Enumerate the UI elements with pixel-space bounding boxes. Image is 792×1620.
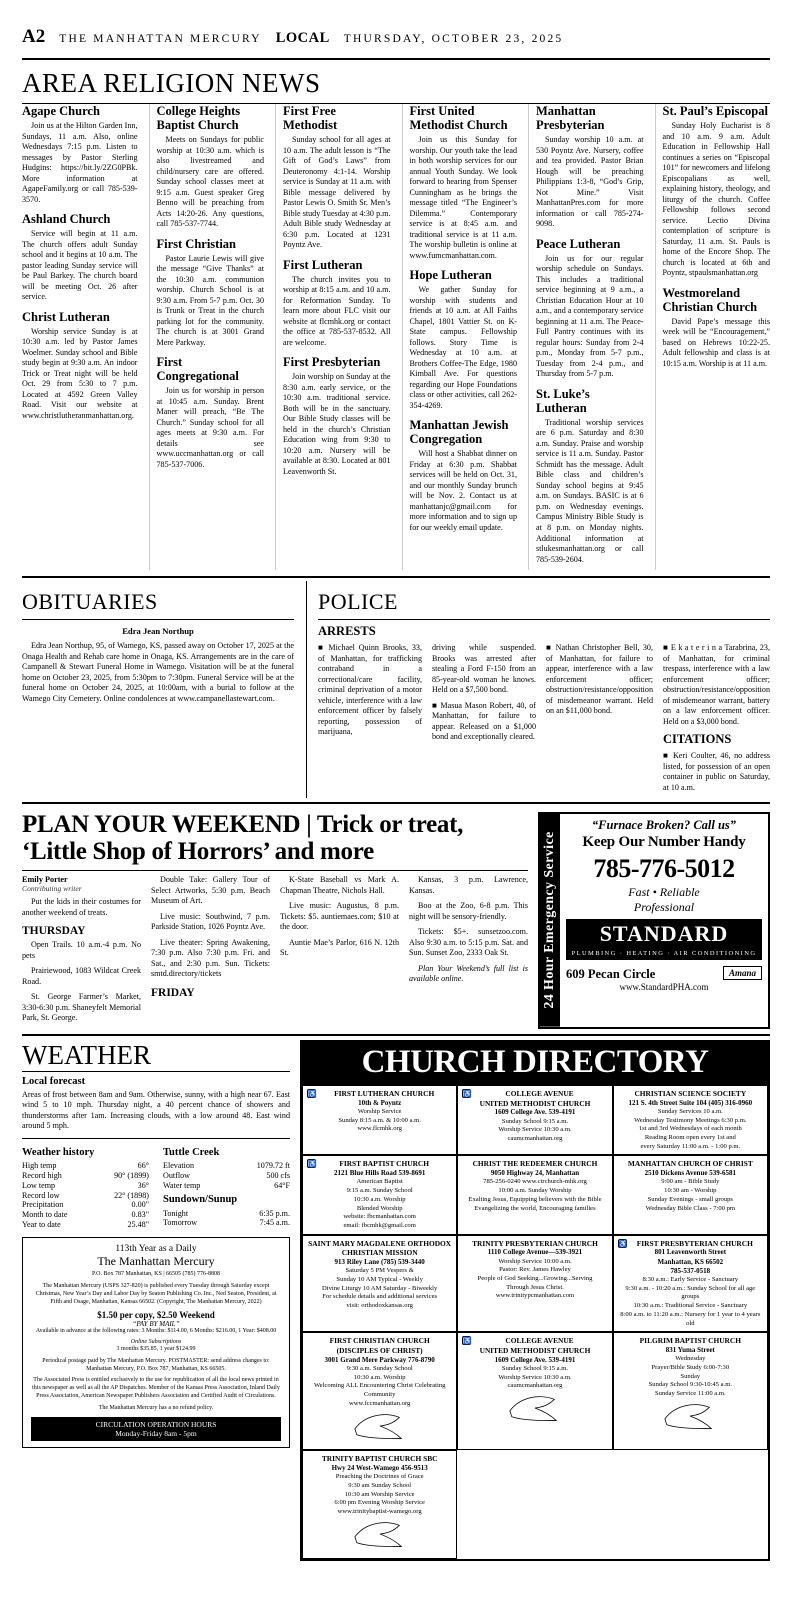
religion-entry-text: Join us for our regular worship schedule on Sundays. This includes a traditional service beginning at 9 a.m., a Christian Education Hour at 10 a.m., and a contemporary service beginning at 11 a.m. The Peace-Full Pantry continues with its regular hours: Sunday from 2-4 p.m., Monday from 5-7 p.m., Tuesday from 2-4 p.m., and Thursday from 5-7 p.m. [536, 253, 644, 379]
colophon-address: P.O. Box 787 Manhattan, KS | 66505 (785) 776-8808 [91, 1271, 221, 1278]
weekend-byline: Emily Porter [22, 875, 68, 885]
church-listing[interactable] [613, 1085, 768, 1156]
religion-column [655, 104, 771, 570]
religion-entry-text: Will host a Shabbat dinner on Friday at 6:30 p.m. Shabbat services will be held on Oct. 31, and our monthly Sunday brunch will be Nov. 2. Contact us at manhattanjc@gmail.com for more information and to sign up for our weekly email update. [409, 449, 517, 532]
weekend-headline: PLAN YOUR WEEKEND | Trick or treat, ‘Little Shop of Horrors’ and more [22, 811, 464, 865]
church-directory [300, 1040, 770, 1561]
church-listing-address: Hwy 24 West-Wamego 456-9513 [331, 1464, 428, 1473]
colophon-refund: The Manhattan Mercury has a no refund policy. [98, 1404, 214, 1411]
weekend-column [409, 875, 528, 1029]
wheelchair-access-icon: ♿ [308, 1160, 317, 1169]
weekend-event: K-State Baseball vs Mark A. Chapman Theatre, Nichols Hall. [280, 875, 399, 895]
church-listing-details: Sunday School 9:15 a.m. Worship Service 10:30 a.m. caumcmanhattan.org [498, 1117, 572, 1143]
church-listing-name: COLLEGE AVENUE UNITED METHODIST CHURCH [479, 1336, 591, 1356]
weekend-column [151, 875, 270, 1029]
church-listing-name: FIRST BAPTIST CHURCH [339, 1159, 429, 1169]
weekend-event: Kansas, 3 p.m. Lawrence, Kansas. [409, 875, 528, 895]
colophon-online-rates: 3 months $35.85, 1 year $124.99 [116, 1346, 196, 1353]
religion-column [402, 104, 518, 570]
weekend-event: Prairiewood, 1083 Wildcat Creek Road. [22, 966, 141, 986]
weather-history-label: High temp [22, 1161, 57, 1171]
church-listing-address: 2121 Blue Hills Road 539-8691 [333, 1169, 426, 1178]
dove-icon [506, 1391, 564, 1425]
weather-history-label: Precipitation [22, 1200, 64, 1210]
issue-date: THURSDAY, OCTOBER 23, 2025 [343, 33, 564, 45]
weekend-lead: Put the kids in their costumes for another weekend of treats. [22, 897, 141, 917]
ad-keep-line: Keep Our Number Handy [582, 834, 746, 851]
church-listing-details: Sunday Services 10 a.m. Wednesday Testimony Meetings 6:30 p.m. 1st and 3rd Wednesdays of each month Reading Room open every 1st and every Saturday 11:00 a.m. - 1:00 p.m. [634, 1107, 747, 1150]
ad-partner-logo: Amana [723, 966, 762, 980]
church-listing-address: 10th & Poyntz [358, 1098, 402, 1107]
tuttle-creek-row [163, 1181, 290, 1191]
weather-history-value: 90° (1899) [114, 1171, 149, 1181]
tuttle-creek-label: Water temp [163, 1180, 201, 1190]
tuttle-creek-table [163, 1161, 290, 1190]
weekend-event: Double Take: Gallery Tour of Select Artworks, 5:30 p.m. Beach Museum of Art. [151, 875, 270, 906]
church-listing[interactable] [613, 1155, 768, 1234]
arrests-heading: ARRESTS [318, 624, 376, 639]
weekend-byline-role: Contributing writer [22, 884, 82, 894]
church-listing-name: FIRST PRESBYTERIAN CHURCH [636, 1238, 753, 1248]
police-arrest-item: ■ Masua Mason Robert, 40, of Manhattan, for failure to appear. Released on a $1,000 bond and exceptionally cleared. [432, 700, 536, 742]
sundown-label: Tomorrow [163, 1218, 198, 1228]
wheelchair-access-icon: ♿ [463, 1089, 473, 1098]
religion-entry-name: Agape Church [22, 104, 100, 118]
police-arrest-continued: driving while suspended. Brooks was arrested after stealing a Ford F-150 from an 85-year-old woman he knows. Held on a $7,500 bond. [432, 643, 536, 695]
church-directory-title: CHURCH DIRECTORY [302, 1042, 768, 1085]
religion-entry-text: Pastor Laurie Lewis will give the message “Give Thanks” at the 10:30 a.m. communion worship. Church School is at 9:30 a.m. From 5-7 p.m. Oct. 30 is Trunk or Treat in the church parking lot for the community. The church is at 3001 Grand Mere Parkway. [156, 253, 264, 347]
ad-phone[interactable]: 785-776-5012 [593, 854, 735, 884]
church-listing-address: 3001 Grand Mere Parkway 776-8790 [324, 1355, 435, 1364]
church-listing[interactable] [302, 1085, 457, 1156]
masthead [22, 26, 770, 52]
weather-history-value: 36° [137, 1180, 149, 1190]
colophon-usps: The Manhattan Mercury (USPS 327-820) is published every Tuesday through Saturday except Christmas, New Year’s Day and Labor Day by Seaton Publishing Co. Inc., Ned Seaton, President, at Fifth and Osage, Manhattan, Kansas 66502. (Copyright, The Manhattan Mercury, 2022) [35, 1282, 277, 1305]
weather-forecast-text: Areas of frost between 8am and 9am. Otherwise, sunny, with a high near 67. East wind 5 to 10 mph. Thursday night, a 40 percent chance of showers and thunderstorms after 1am. Increasing clouds, with a low around 48. East wind around 5 mph. [22, 1089, 290, 1131]
masthead-rule [22, 58, 770, 60]
wheelchair-access-icon: ♿ [463, 1337, 473, 1346]
sundown-table [163, 1208, 290, 1228]
weather-history-label: Record high [22, 1171, 62, 1181]
tuttle-creek-row [163, 1171, 290, 1181]
tuttle-creek-value: 1079.72 ft [256, 1161, 290, 1171]
church-listing[interactable] [302, 1450, 457, 1558]
circulation-hours-title: CIRCULATION OPERATION HOURS [95, 1420, 217, 1430]
tuttle-creek-label: Elevation [163, 1161, 195, 1171]
church-listing[interactable] [613, 1235, 768, 1333]
religion-entry-name: Ashland Church [22, 212, 111, 227]
weekend-event: Auntie Mae’s Parlor, 616 N. 12th St. [280, 937, 399, 958]
church-listing-details: American Baptist 9:15 a.m. Sunday School 10:30 a.m. Worship Blended Worship website: fbcmanhattan.com email: fbcmhk@gmail.com [343, 1178, 416, 1229]
weather-history-row [22, 1181, 149, 1191]
church-listing-name: TRINITY PRESBYTERIAN CHURCH [472, 1238, 598, 1248]
church-listing-address: 1609 College Ave. 539-4191 [494, 1108, 576, 1117]
church-listing-details: Wednesday Prayer/Bible Study 6:00-7:30 Sunday Sunday School 9:30-10:45 a.m. Sunday Service 11:00 a.m. [648, 1355, 732, 1398]
weekend-event: Tickets: $5+. sunsetzoo.com. Also 9:30 a.m. to 5:15 p.m. Sat. and Sun. Sunset Zoo, 2333 Oak St. [409, 927, 528, 958]
church-listing-address: 2510 Dickens Avenue 539-6581 [644, 1169, 737, 1178]
tuttle-creek-label: Outflow [163, 1171, 190, 1181]
religion-entry-name: St. Paul’s Episcopal [662, 104, 768, 118]
colophon-online-heading: Online Subscriptions [130, 1338, 182, 1345]
police-column [318, 643, 422, 798]
ad-tagline: Fast • Reliable Professional [628, 885, 700, 915]
church-listing-details: 785-256-0240 www.ctrchurch-mhk.org 10:00 a.m. Sunday Worship Exalting Jesus, Equipping believers with the Bible Evangelizing the world, Encouraging families [468, 1178, 602, 1212]
church-listing[interactable] [457, 1332, 612, 1450]
weather-history-label: Month to date [22, 1210, 68, 1220]
church-listing-name: FIRST LUTHERAN CHURCH [334, 1088, 435, 1098]
church-listing-name: PILGRIM BAPTIST CHURCH [639, 1336, 741, 1346]
weather-history-table [22, 1161, 149, 1229]
tuttle-creek-row [163, 1161, 290, 1171]
religion-entry-text: Sunday school for all ages at 10 a.m. The adult lesson is “The Gift of God’s Laws” from Deuteronomy 4:1-14. Worship service is Sunday at 11 a.m. with Bible message delivered by Pastor Lewis O. Smith Sr. Men’s Bible study Tuesday at 4:30 p.m. Adult Bible study Wednesday at 6:30 p.m. Located at 1231 Poyntz Ave. [283, 135, 391, 250]
religion-entry-name: First Free Methodist [283, 104, 338, 132]
weather-history-value: 25.48" [127, 1220, 149, 1230]
dove-icon [351, 1409, 409, 1443]
church-listing-details: Worship Service 10:00 a.m. Pastor: Rev. James Hawley People of God Seeking...Growing...Serving Through Jesus Christ. www.trinitypcmanhattan.com [477, 1257, 593, 1300]
police-arrest-item: ■ Michael Quinn Brooks, 33, of Manhattan, for trafficking contraband in a correctional/care facility, criminal deprivation of a motor vehicle, interference with a law enforcement officer by falsely reporting, possession of marijuana, [318, 643, 422, 737]
church-listing-address: 831 Yuma Street [665, 1346, 715, 1355]
church-listing-details: 9:30 a.m. Sunday School 10:30 a.m. Worship Welcoming ALL Encountering Christ Celebrating Community www.fccmanhattan.org [313, 1365, 446, 1407]
religion-entry-text: Sunday Holy Eucharist is 8 and 10 a.m. 9 a.m. Adult Education in Fellowship Hall continues a series on “Episcopal 101” for newcomers and lifelong Episcopalians as well, explaining history, theology, and liturgy of the church. Coffee Fellowship follows second service. Lectio Divina contemplation of scripture is Saturday, 11 a.m. St. Pauls is home of the Encore Shop. The church is located at 6th and Poyntz, stpaulsmanhattan.org [662, 121, 770, 278]
religion-entry-text: David Pape’s message this week will be “Encouragement,” based on Hebrews 10:22-25. Adult fellowship and class is at 10:15 a.m. Worship is at 11 a.m. [662, 316, 770, 368]
weekend-event: Boo at the Zoo, 6-8 p.m. This night will be sensory-friendly. [409, 901, 528, 921]
circulation-hours [31, 1417, 281, 1441]
dove-icon [661, 1399, 719, 1433]
church-listing-details: 9:00 am - Bible Study 10:30 am - Worship Sunday Evenings - small groups Wednesday Bible Class - 7:00 pm [645, 1178, 736, 1212]
religion-entry-name: First Presbyterian [283, 355, 381, 370]
weather-history-value: 22° (1898) [114, 1190, 149, 1200]
weather-title: WEATHER [22, 1039, 151, 1070]
religion-entry-text: Join us at the Hilton Garden Inn, Sundays, 11 a.m. Also, online Wednesdays 7:15 p.m. Listen to messages by Pastor Sterling Hudgins: https://bit.ly/2ZG0PBk. More information at AgapeFamily.org or call 785-539-3570. [22, 121, 138, 204]
colophon [22, 1237, 290, 1448]
church-listing-details: Preaching the Doctrines of Grace 9:30 am Sunday School 10:30 am Worship Service 6:00 pm Evening Worship Service www.trinitybaptist-wamego.org [334, 1473, 425, 1516]
church-listing[interactable] [457, 1235, 612, 1333]
colophon-paybymail: “PAY BY MAIL” [132, 1320, 180, 1329]
police-arrest-item: ■ Nathan Christopher Bell, 30, of Manhattan, for failure to appear, interference with a law enforcement officer; obstruction/resistance/opposition of misdemeanor warrant. Held on an $11,000 bond. [546, 643, 654, 716]
church-listing-details: 8:30 a.m.: Early Service - Sanctuary 9:30 a.m. - 10:20 a.m.: Sunday School for all age groups 10:30 a.m.: Traditional Service - Sanctuary 8:00 a.m. to 11:20 a.m.: Nursery for 1 year to 4 years old [620, 1276, 761, 1327]
weather-history-value: 0.00" [131, 1200, 149, 1210]
church-listing-name: SAINT MARY MAGDALENE ORTHODOX CHRISTIAN MISSION [308, 1238, 452, 1258]
weather-history-label: Record low [22, 1190, 60, 1200]
weekend-event: Live music: Southwind, 7 p.m. Parkside Station, 1026 Poyntz Ave. [151, 911, 270, 932]
religion-column [149, 104, 265, 570]
weekend-event: St. George Farmer’s Market, 3:30-6:30 p.m. Shaneyfelt Memorial Park, St. George. [22, 992, 141, 1023]
church-listing-name: CHRIST THE REDEEMER CHURCH [472, 1159, 598, 1169]
weather-history-row [22, 1161, 149, 1171]
religion-entry-text: Sunday worship 10 a.m. at 530 Poyntz Ave. Nursery, coffee and tea provided. Pastor Brian Hough will be preaching Philippians 1:3-8, “God’s Grip, Not Mine.” Visit ManhattanPres.com for more information or call 785-274-9098. [536, 135, 644, 229]
weather-history-label: Year to date [22, 1220, 61, 1230]
religion-entry-text: Meets on Sundays for public worship at 10:30 a.m. which is also livestreamed and child/nursery care are offered. Sunday school classes meet at 9:15 a.m. Guest speaker Greg Benno will be preaching from Acts 14:20-26. Any questions, call 785-537-7744. [156, 135, 264, 229]
sundown-heading: Sundown/Sunup [163, 1194, 238, 1206]
sundown-value: 6:35 p.m. [259, 1208, 290, 1218]
weather-history-heading: Weather history [22, 1146, 95, 1158]
colophon-postmaster: Periodical postage paid by The Manhattan Mercury. POSTMASTER: send address changes to: Manhattan Mercury, P.O. Box 787, Manhattan, KS 66505. [42, 1357, 270, 1372]
religion-entry-name: Westmoreland Christian Church [662, 285, 758, 314]
colophon-price: $1.50 per copy, $2.50 Weekend [97, 1310, 215, 1321]
ad-brand: STANDARD [566, 919, 762, 949]
religion-entry-text: Join us this Sunday for worship. Our youth take the lead in both worship services for our annual Youth Sunday. We look forward to hearing from Spenser Cunningham as he brings the message titled “The Engineer’s Dilemma.” Contemporary service is at 8:45 a.m. and traditional service is at 11 a.m. The worship bulletin is online at www.fumcmanhattan.com. [409, 135, 517, 260]
ad-address: 609 Pecan Circle [566, 967, 656, 982]
weather-history-row [22, 1220, 149, 1230]
weather-history-row [22, 1200, 149, 1210]
religion-entry-name: First Christian [156, 236, 237, 251]
religion-entry-name: First Congregational [156, 355, 239, 384]
page-folio: A2 [22, 26, 46, 47]
police-block [306, 581, 770, 798]
colophon-rates: Available in advance at the following rates: 3 Months: $114.00, 6 Months: $216.00, 1 Year: $408.00 [35, 1328, 277, 1335]
church-listing[interactable] [302, 1155, 457, 1234]
religion-entry-text: The church invites you to worship at 8:15 a.m. and 10 a.m. for Reformation Sunday. To learn more about FLC visit our website at flcmhk.org or contact the office at 785-537-8532. All are welcome. [283, 274, 391, 347]
church-listing-address: 1609 College Ave. 539-4191 [494, 1355, 576, 1364]
religion-bottom-rule [22, 576, 770, 578]
weekend-footer-note: Plan Your Weekend’s full list is available online. [409, 963, 528, 984]
weather-forecast-heading: Local forecast [22, 1075, 86, 1087]
obituary-text: Edra Jean Northup, 95, of Wamego, KS, passed away on October 17, 2025 at the Onaga Health and Rehab care home in Onaga, KS. Arrangements are in the care of Campanell & Stewart Funeral Home in Wamego. Visitation will be at the funeral home on October 23, 2025, from 5:30pm to 7:30pm. Funeral Service will be at the funeral home on October 24, 2025, at 10:00am, with a burial to follow at the Wamego City Cemetery. Online condolences at www.campanellastewart.com. [22, 641, 294, 703]
standard-plumbing-ad[interactable] [538, 812, 770, 1029]
wheelchair-access-icon: ♿ [618, 1239, 628, 1248]
church-listing[interactable] [457, 1085, 612, 1156]
church-listing-name: CHRISTIAN SCIENCE SOCIETY [634, 1088, 747, 1098]
weather-history-row [22, 1210, 149, 1220]
weather-history-value: 0.83" [131, 1210, 149, 1220]
obituary-name: Edra Jean Northup [122, 626, 194, 637]
religion-entry-text: Traditional worship services are 6 p.m. Saturday and 8:30 a.m. Sunday. Praise and worship service is 11 a.m. Sunday. Pastor Schmidt has the message. Adult Bible class and children’s Sunday school begins at 9:45 a.m. on Sundays. BASIC is at 6 p.m. on Wednesday evenings. Campus Ministry Bible Study is at 8 p.m. on Monday nights. Additional information at stlukesmanhattan.org or call 785-539-2604. [536, 417, 644, 564]
colophon-paper: The Manhattan Mercury [97, 1254, 215, 1269]
police-column [432, 643, 536, 798]
religion-entry-name: Manhattan Jewish Congregation [409, 418, 509, 447]
paper-name: THE MANHATTAN MERCURY [59, 33, 262, 45]
religion-entry-text: Join us for worship in person at 10:45 a.m. Sunday. Brent Maner will preach, “Be The Church.” Sunday school for all ages meets at 9:30 a.m. For details see www.uccmanhattan.org or call 785-537-7006. [156, 386, 264, 469]
ad-brand-subtitle: PLUMBING · HEATING · AIR CONDITIONING [566, 949, 762, 960]
religion-entry-name: St. Luke’s Lutheran [536, 386, 590, 415]
weather-history-value: 66° [137, 1161, 149, 1171]
church-listing-address: 913 Riley Lane (785) 539-3440 [334, 1258, 425, 1267]
weekend-event: Live music: Augustus, 8 p.m. Tickets: $5. auntiemaes.com; $10 at the door. [280, 901, 399, 932]
religion-entry-name: Peace Lutheran [536, 236, 621, 251]
sundown-row [163, 1218, 290, 1228]
religion-entry-name: Christ Lutheran [22, 309, 110, 324]
church-listing-details: Sunday School 9:15 a.m. Worship Service 10:30 a.m. caumcmanhattan.org [498, 1365, 572, 1390]
church-listing-name: COLLEGE AVENUE UNITED METHODIST CHURCH [479, 1088, 591, 1108]
church-listing-name: MANHATTAN CHURCH OF CHRIST [627, 1159, 753, 1169]
citations-heading: CITATIONS [663, 732, 732, 747]
religion-section-title: AREA RELIGION NEWS [22, 68, 321, 98]
church-listing-details: Saturday 5 PM Vespers & Sunday 10 AM Typical - Weekly Divine Liturgy 10 AM Saturday - Biweekly For schedule details and additional services visit: orthodoxkansas.org [322, 1267, 438, 1310]
colophon-year: 113th Year as a Daily [115, 1244, 197, 1255]
weather-history-row [22, 1171, 149, 1181]
religion-entry-name: First Lutheran [283, 257, 363, 272]
circulation-hours-value: Monday-Friday 8am - 5pm [115, 1429, 197, 1439]
section-name: LOCAL [275, 30, 330, 46]
religion-entry-text: Service will begin at 11 a.m. The church offers adult Sunday school and it begins at 10 a.m. The pastor leading Sunday service will be Paul Barkey. The church board will be meeting Oct. 26 after service. [22, 229, 138, 302]
church-listing-address: 1110 College Avenue—539-3921 [487, 1248, 583, 1257]
religion-entry-name: First United Methodist Church [409, 104, 508, 132]
church-listing-address: 9050 Highway 24, Manhattan [490, 1169, 580, 1178]
tuttle-creek-value: 64°F [274, 1180, 290, 1190]
religion-column [22, 104, 138, 570]
church-listing-name: TRINITY BAPTIST CHURCH SBC [321, 1454, 438, 1464]
religion-column [275, 104, 391, 570]
obituaries-title: OBITUARIES [22, 589, 158, 615]
church-listing[interactable] [302, 1235, 457, 1333]
church-listing-name: FIRST CHRISTIAN CHURCH (DISCIPLES OF CHRIST) [329, 1336, 430, 1356]
religion-entry-text: Join worship on Sunday at the 8:30 a.m. early service, or the 10:30 a.m. traditional service. Both will be in the sanctuary. Our Bible Study classes will be held in the church’s Christian Education wing from 9:30 to 10:20 a.m. Nursery will be available at 8:30. Located at 801 Leavenworth St. [283, 372, 391, 476]
tuttle-creek-heading: Tuttle Creek [163, 1146, 220, 1158]
church-listing-address: 121 S. 4th Street Suite 104 (405) 316-0960 [628, 1098, 753, 1107]
police-title: POLICE [318, 589, 398, 615]
sundown-label: Tonight [163, 1208, 189, 1218]
tuttle-creek-value: 500 cfs [266, 1171, 290, 1181]
colophon-associations: The Associated Press is entitled exclusively to the use for republication of all the local news printed in this newspaper as well as all the AP Dispatches. Member of the Kansas Press Association, Inland Daily Press Association, American Newspaper Publishers Association and Certified Audit of Circulations. [32, 1377, 280, 1399]
ad-quote: “Furnace Broken? Call us” [591, 818, 737, 833]
religion-column [528, 104, 644, 570]
ad-side-banner: 24 Hour Emergency Service [540, 814, 560, 1027]
weekend-event: Open Trails. 10 a.m.-4 p.m. No pets [22, 940, 141, 960]
weather-history-row [22, 1190, 149, 1200]
weekend-column [22, 875, 141, 1029]
weekend-package [22, 812, 770, 1029]
church-listing[interactable] [457, 1155, 612, 1234]
obituaries-block [22, 581, 294, 798]
police-column [663, 643, 770, 798]
wheelchair-access-icon: ♿ [308, 1089, 317, 1098]
religion-grid [22, 104, 770, 570]
dove-icon [351, 1517, 409, 1551]
weekend-day-label: FRIDAY [151, 986, 195, 999]
church-listing-address: 801 Leavenworth Street Manhattan, KS 66502 785-537-0518 [654, 1248, 727, 1275]
ad-website[interactable]: www.StandardPHA.com [619, 982, 709, 993]
religion-entry-name: Manhattan Presbyterian [536, 104, 605, 132]
weather-history-label: Low temp [22, 1180, 56, 1190]
religion-entry-name: College Heights Baptist Church [156, 104, 241, 132]
weekend-column [280, 875, 399, 1029]
religion-entry-text: Worship service Sunday is at 10:30 a.m. led by Pastor James Woelmer. Sunday school and Bible study begin at 9:30 a.m. An indoor Trick or Treat night will be held Oct. 29 from 5:30 to 7 p.m. Located at 4592 Green Valley Road. Visit our website at www.christlutheranmanhattan.org. [22, 326, 138, 420]
church-listing[interactable] [613, 1332, 768, 1450]
religion-entry-name: Hope Lutheran [409, 268, 492, 283]
sundown-value: 7:45 a.m. [259, 1218, 290, 1228]
church-listing[interactable] [302, 1332, 457, 1450]
police-arrest-item: ■ Keri Coulter, 46, no address listed, for possession of an open container in public on Saturday, at 10 a.m. [663, 751, 770, 792]
sundown-row [163, 1208, 290, 1218]
police-arrest-item: ■ E k a t e r i n a Tarabrina, 23, of Manhattan, for criminal trespass, interference with a law enforcement officer; obstruction/resistance/opposition of misdemeanor warrant, battery on a law enforcement officer. Held on a $3,000 bond. [663, 643, 771, 726]
religion-entry-text: We gather Sunday for worship with students and friends at 10 a.m. at All Faiths Chapel, 1801 Vattier St. on K-State campus. Fellowship follows. Story Time is Wednesday at 10 a.m. at Brothers Coffee-The Edge, 1980 Kimball Ave. For questions regarding our Hope Foundations class or other activities, call 262-354-4269. [409, 285, 517, 410]
weather-block [22, 1040, 290, 1561]
church-listing-details: Worship Service Sunday 8:15 a.m. & 10:00 a.m. www.flcmhk.org [338, 1107, 421, 1133]
weekend-event: Live theater: Spring Awakening, 7:30 p.m. Also 7:30 p.m. Fri. and Sat., and 2:30 p.m. Sun. Tickets: smtd.directory/tickets [151, 937, 270, 979]
police-column [546, 643, 653, 798]
weekend-day-label: THURSDAY [22, 925, 86, 938]
